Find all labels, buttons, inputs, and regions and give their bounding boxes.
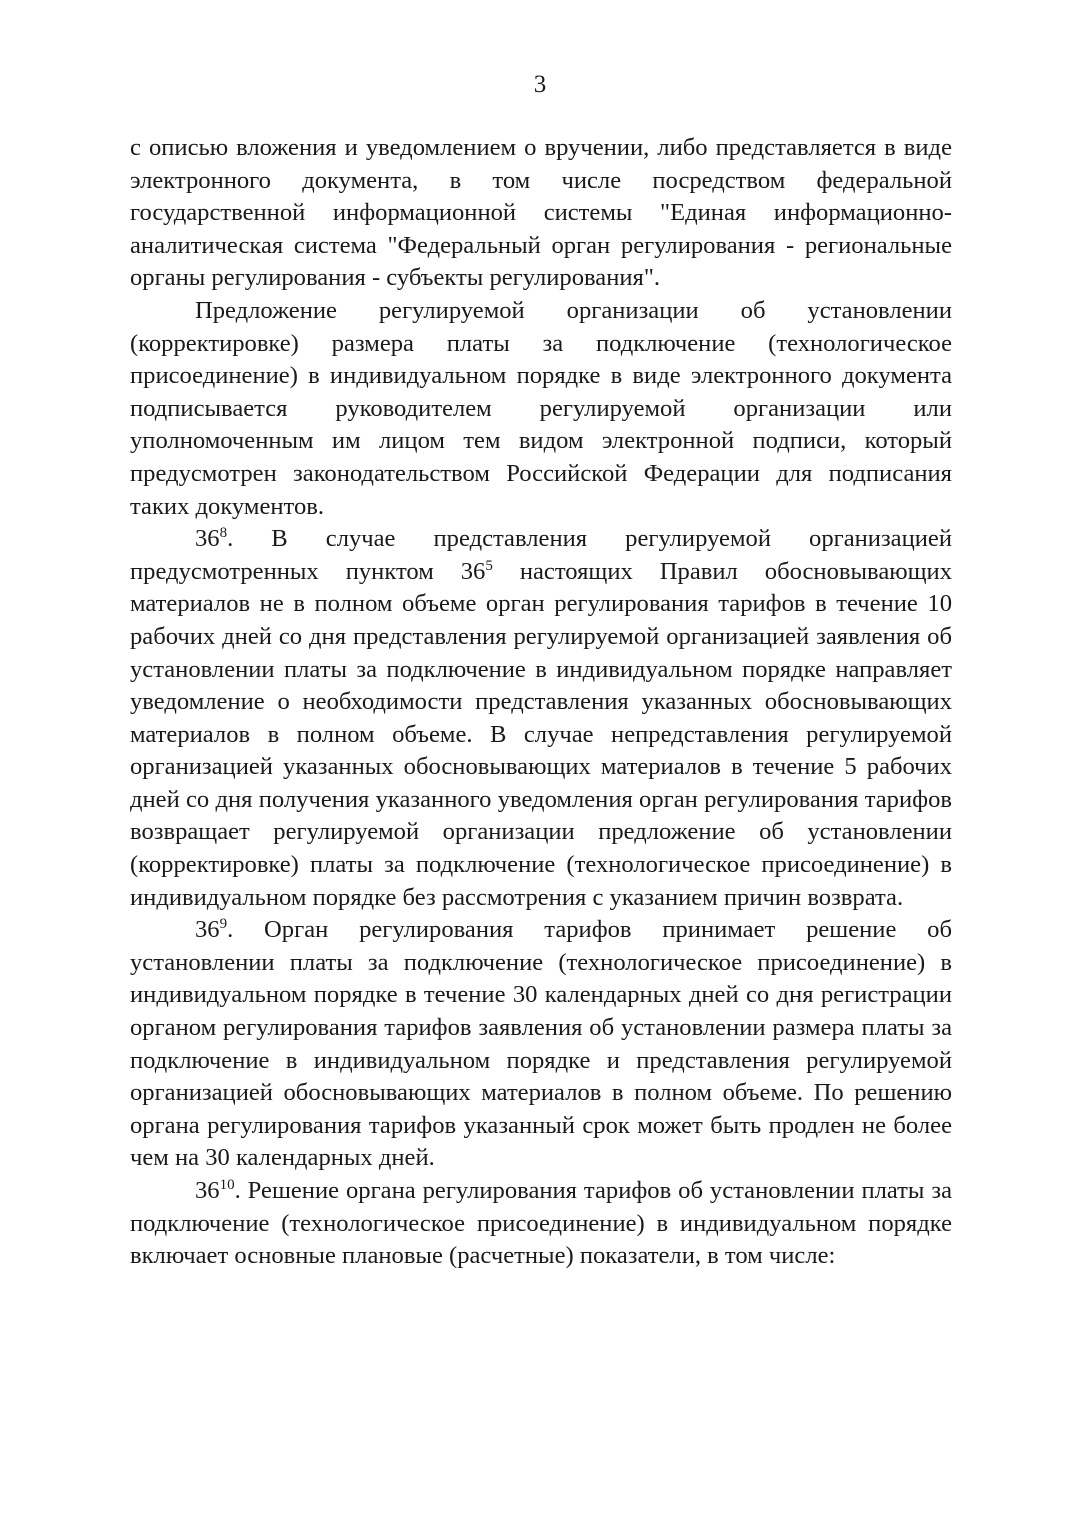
paragraph-text: настоящих Правил обосновывающих материалов не в полном объеме орган регулирования тарифов в течение 10 рабочих дней со дня представления регулируемой организацией заявления об установлении платы за подключение в индивидуальном порядке направляет уведомление о необходимости представления указанных обосновывающих материалов в полном объеме. В случае непредставления регулируемой организацией указанных обосновывающих материалов в течение 5 рабочих дней со дня получения указанного уведомления орган регулирования тарифов возвращает регулируемой организации предложение об установлении (корректировке) платы за подключение (технологическое присоединение) в индивидуальном порядке без рассмотрения с указанием причин возврата. [130, 557, 953, 911]
paragraph-text: Предложение регулируемой организации об установлении (корректировке) размера платы за подключение (технологическое присоединение) в индивидуальном порядке в виде электронного документа подписывается руководителем регулируемой организации или уполномоченным им лицом тем видом электронной подписи, который предусмотрен законодательством Российской Федерации для подписания таких документов. [130, 296, 952, 520]
paragraph-36-9 [130, 914, 952, 1175]
clause-superscript: 8 [219, 525, 228, 542]
clause-superscript: 10 [219, 1177, 235, 1193]
clause-superscript: 9 [219, 916, 228, 933]
document-body [130, 132, 952, 1273]
paragraph-36-10 [130, 1175, 952, 1273]
clause-number: 36 [195, 916, 220, 944]
page-number: 3 [533, 71, 547, 98]
paragraph-text: с описью вложения и уведомлением о вручении, либо представляется в виде электронного документа, в том числе посредством федеральной государственной информационной системы "Единая информационно-аналитическая система "Федеральный орган регулирования - региональные органы регулирования - субъекты регулирования". [130, 134, 952, 292]
paragraph-36-8 [130, 523, 952, 914]
paragraph-text: . Решение органа регулирования тарифов об установлении платы за подключение (технологическое присоединение) в индивидуальном порядке включает основные плановые (расчетные) показатели, в том числе: [130, 1177, 952, 1270]
paragraph-proposal-signature [130, 295, 952, 523]
paragraph-text: . В случае представления регулируемой организацией предусмотренных пунктом 36 [130, 525, 952, 585]
paragraph-text: . Орган регулирования тарифов принимает решение об установлении платы за подключение (технологическое присоединение) в индивидуальном порядке в течение 30 календарных дней со дня регистрации органом регулирования тарифов заявления об установлении размера платы за подключение в индивидуальном порядке и представления регулируемой организацией обосновывающих материалов в полном объеме. По решению органа регулирования тарифов указанный срок может быть продлен не более чем на 30 календарных дней. [130, 916, 952, 1172]
paragraph-continuation [130, 132, 952, 295]
reference-superscript: 5 [485, 557, 493, 574]
clause-number: 36 [195, 525, 220, 553]
clause-number: 36 [195, 1177, 220, 1204]
